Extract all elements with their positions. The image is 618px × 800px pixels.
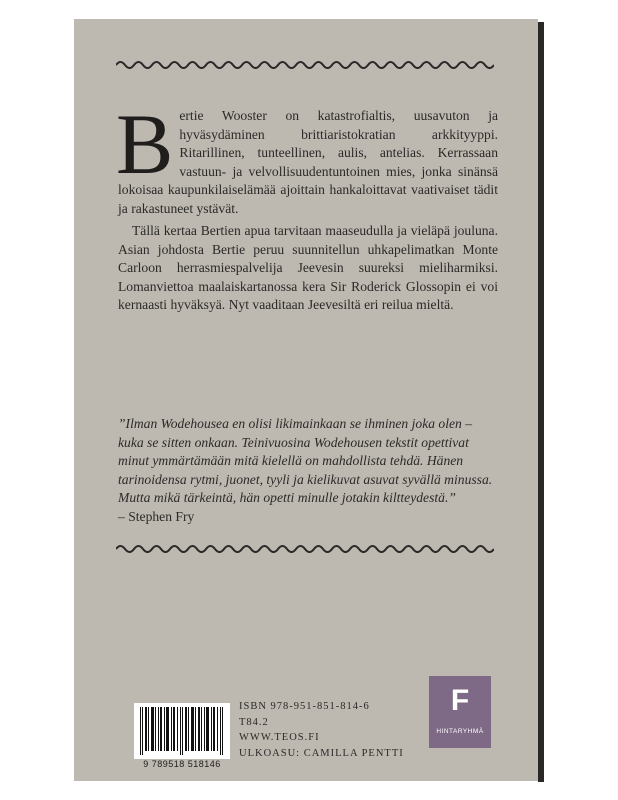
- paragraph-1-text: ertie Wooster on katastrofialtis, uusavuton ja hyväsydäminen brittiaristokratian arkkityyppi. Ritarillinen, tunteellinen, aulis, antelias. Kerrassaan vastuun- ja velvollisuudentuntoinen mies, jonka sinänsä lokoisaa kaupunkilaiselämää ajoittain hankaloittavat vaativaiset tädit ja rakastuneet ystävät.: [118, 108, 498, 216]
- testimonial-quote: [118, 415, 498, 526]
- logo-letter: F: [450, 684, 470, 717]
- wavy-divider-bottom: [116, 543, 494, 555]
- classification-code: T84.2: [239, 716, 269, 728]
- publishing-info: [239, 699, 404, 761]
- description-paragraph-2: Tällä kertaa Bertien apua tarvitaan maaseudulla ja vieläpä jouluna. Asian johdosta Bertie peruu suunnitellun uhkapelimatkan Monte Carloon herrasmiespalvelija Jeevesin suureksi mieliharmiksi. Lomanviettoa maalaiskartanossa kera Sir Roderick Glossopin ei voi kernaasti hyväksyä. Nyt vaaditaan Jeevesiltä eri reilua mieltä.: [118, 223, 498, 312]
- publisher-website: WWW.TEOS.FI: [239, 732, 320, 743]
- drop-cap: B: [116, 96, 174, 192]
- description-text: [116, 96, 498, 315]
- logo-text: HINTARYHMÄ: [436, 728, 484, 735]
- publisher-logo: [429, 676, 491, 748]
- barcode: [134, 703, 230, 759]
- barcode-bars: [138, 707, 226, 755]
- book-spine-shadow: [538, 22, 544, 782]
- back-cover: [74, 19, 538, 781]
- barcode-number: 9 789518 518146: [143, 759, 221, 769]
- quote-attribution: – Stephen Fry: [118, 508, 195, 524]
- isbn: ISBN 978-951-851-814-6: [239, 701, 370, 712]
- description-paragraph-1: [116, 96, 498, 218]
- layout-credit: ULKOASU: CAMILLA PENTTI: [239, 747, 404, 759]
- quote-text: ”Ilman Wodehousea en olisi likimainkaan se ihminen joka olen – kuka se sitten onkaan. Teinivuosina Wodehousen tekstit opettivat minut ymmärtämään mitä kielellä on mahdollista tehdä. Hänen tarinoidensa rytmi, juonet, tyyli ja kielikuvat asuvat syvällä minussa. Mutta mikä tärkeintä, hän opetti minulle jotakin kiltteydestä.”: [118, 416, 493, 505]
- wavy-divider-top: [116, 59, 494, 71]
